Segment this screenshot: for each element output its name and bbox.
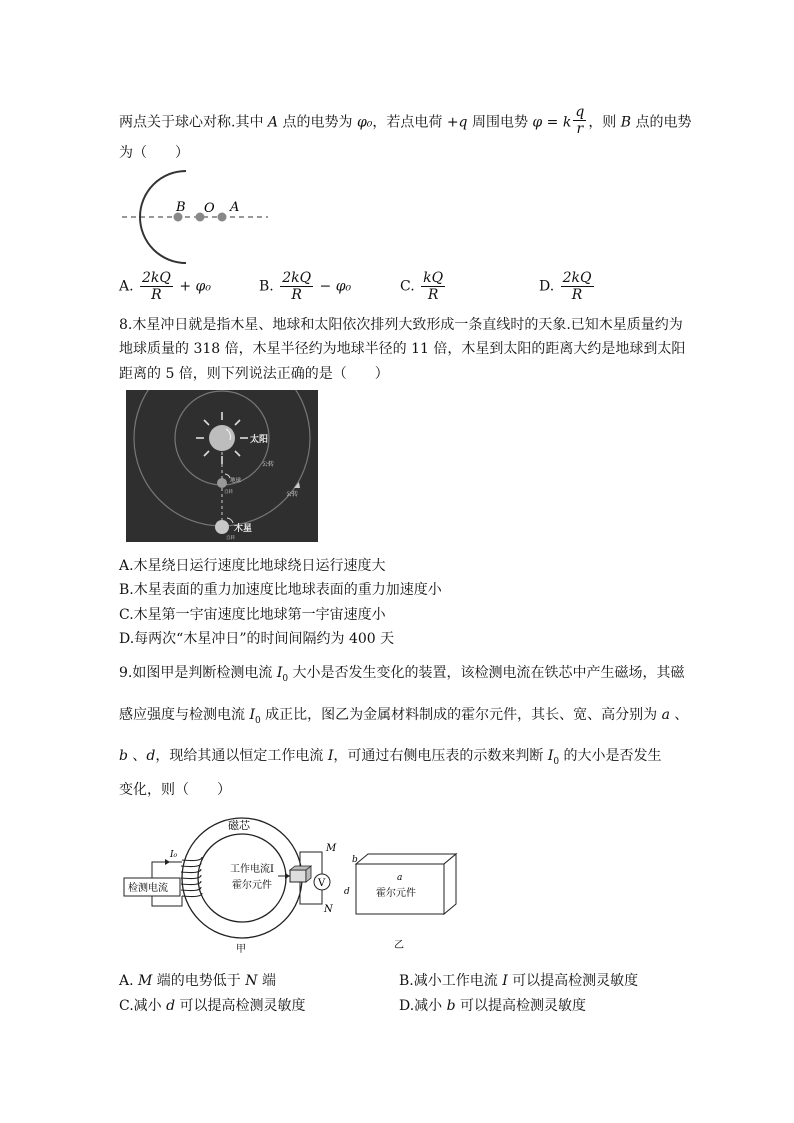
q7-option-d[interactable]: D. $\frac{2kQ}{R}$ — [539, 270, 592, 303]
q9-option-d[interactable]: D.减小 b 可以提高检测灵敏度 — [399, 998, 587, 1014]
q9-figure-yi — [340, 850, 465, 952]
terminal-m-label: M — [326, 843, 337, 854]
voltmeter-label: V — [318, 878, 326, 889]
core-label: 磁芯 — [228, 819, 250, 832]
magnetic-core-outer — [182, 818, 302, 938]
jupiter-spin-label: 自转 — [226, 536, 235, 541]
working-current-label: 工作电流I — [230, 864, 274, 875]
dim-b-label: b — [352, 855, 358, 865]
sun-label: 太阳 — [250, 435, 269, 445]
earth-label: 地球 — [230, 478, 242, 484]
orbit-label-1: 公转 — [262, 461, 275, 468]
q7-option-c[interactable]: C. $\frac{kQ}{R}$ — [400, 270, 444, 303]
earth-spin-label: 自转 — [224, 490, 233, 495]
hall-block-label: 霍尔元件 — [376, 888, 416, 899]
dim-d-label: d — [344, 887, 350, 897]
q8-option-b[interactable]: B.木星表面的重力加速度比地球表面的重力加速度小 — [119, 582, 442, 598]
q9-figure-jia — [118, 812, 358, 958]
point-a — [218, 213, 227, 222]
hall-element-label: 霍尔元件 — [232, 880, 272, 891]
q9-line-4: 变化，则（ ） — [119, 782, 231, 798]
q7-line-1: 两点关于球心对称.其中 A 点的电势为 φ₀，若点电荷 +q 周围电势 φ = k $\frac{q}{r}$ ，则 B 点的电势 — [119, 104, 692, 137]
work-arrow-icon — [285, 873, 290, 879]
hall-element-small — [290, 870, 306, 882]
label-a: A — [230, 200, 240, 215]
q8-line-2: 地球质量的 318 倍，木星半径约为地球半径的 11 倍，木星到太阳的距离大约是地球到太阳 — [119, 341, 686, 357]
hall-block-top — [356, 854, 456, 864]
q8-orbit-figure — [126, 390, 318, 542]
q8-line-3: 距离的 5 倍，则下列说法正确的是（ ） — [119, 366, 389, 382]
label-b: B — [176, 200, 186, 215]
q-over-r-fraction: $\frac{q}{r}$ — [575, 104, 585, 137]
q7-option-a[interactable]: A. $\frac{2kQ}{R}$ + φ₀ — [119, 270, 211, 303]
hall-block-side — [444, 854, 456, 914]
q9-option-b[interactable]: B.减小工作电流 I 可以提高检测灵敏度 — [399, 973, 639, 989]
q8-option-d[interactable]: D.每两次“木星冲日”的时间间隔约为 400 天 — [119, 631, 395, 647]
orbit-label-2: 公转 — [286, 491, 299, 498]
q9-option-c[interactable]: C.减小 d 可以提高检测灵敏度 — [119, 998, 306, 1014]
detection-current-label: 检测电流 — [128, 883, 168, 894]
i0-label: I₀ — [170, 850, 178, 860]
earth-icon — [217, 478, 227, 488]
terminal-n-label: N — [324, 904, 333, 915]
label-o: O — [204, 201, 215, 216]
q9-line-3: b 、d，现给其通以恒定工作电流 I，可通过右侧电压表的示数来判断 $I_0$ 的大小是否发生 — [119, 748, 662, 767]
jupiter-icon — [215, 520, 229, 534]
q8-option-c[interactable]: C.木星第一宇宙速度比地球第一宇宙速度小 — [119, 607, 386, 623]
figure-yi-label: 乙 — [394, 940, 404, 951]
q7-shell-figure — [120, 165, 270, 265]
q7-line-2: 为（ ） — [119, 145, 189, 161]
q9-line-1: 9.如图甲是判断检测电流 $I_0$ 大小是否发生变化的装置，该检测电流在铁芯中产生磁场，其磁 — [119, 665, 685, 684]
q9-option-a[interactable]: A. M 端的电势低于 N 端 — [119, 973, 276, 989]
dim-a-label: a — [397, 873, 403, 883]
figure-jia-label: 甲 — [236, 944, 246, 955]
q7-option-b[interactable]: B. $\frac{2kQ}{R}$ − φ₀ — [259, 270, 352, 303]
q8-line-1: 8.木星冲日就是指木星、地球和太阳依次排列大致形成一条直线时的天象.已知木星质量约为 — [119, 317, 683, 333]
magnetic-core-inner — [198, 834, 286, 922]
q8-option-a[interactable]: A.木星绕日运行速度比地球绕日运行速度大 — [119, 558, 386, 574]
jupiter-label: 木星 — [234, 524, 253, 534]
q9-line-2: 感应强度与检测电流 $I_0$ 成正比，图乙为金属材料制成的霍尔元件，其长、宽、高分别为 a 、 — [119, 707, 689, 726]
